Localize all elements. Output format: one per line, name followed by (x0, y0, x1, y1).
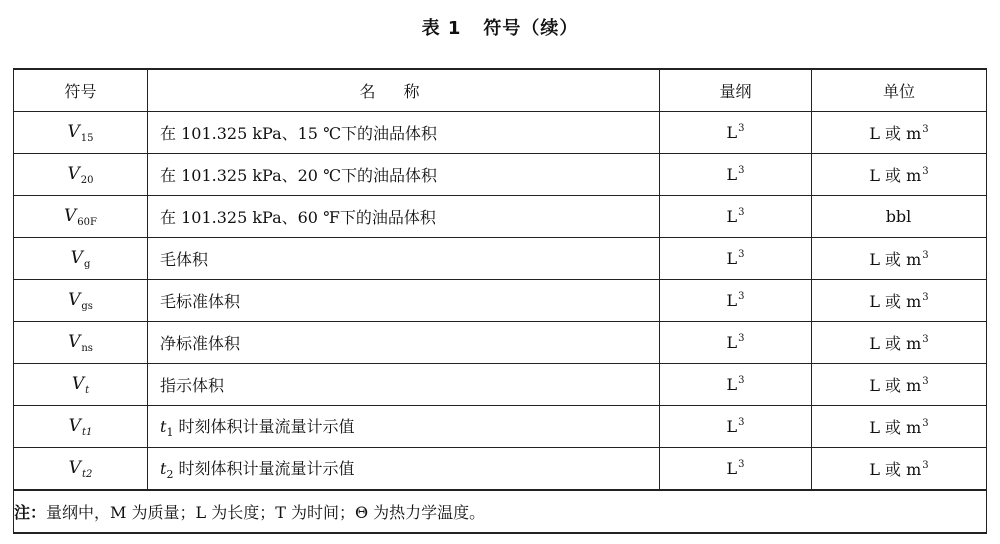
note-row (14, 490, 987, 533)
symbol-cell (14, 364, 148, 406)
table-row (14, 406, 987, 448)
unit-base: L 或 m (869, 124, 922, 143)
symbol-letter: V (68, 415, 81, 436)
symbol-subscript: g (83, 258, 91, 270)
unit-exponent: 3 (922, 460, 929, 471)
quantity-name: 时刻体积计量流量计示值 (178, 459, 355, 478)
symbols-table (13, 68, 987, 534)
dimension-exponent: 3 (738, 417, 745, 428)
quantity-name: 指示体积 (160, 376, 225, 395)
symbol-subscript: t1 (81, 426, 93, 438)
name-cell (148, 154, 660, 196)
unit-base: L 或 m (869, 334, 922, 353)
table-row (14, 154, 987, 196)
name-cell (148, 322, 660, 364)
dimension-cell (660, 112, 812, 154)
dimension-cell (660, 154, 812, 196)
symbol-cell (14, 238, 148, 280)
dimension-exponent: 3 (738, 333, 745, 344)
symbol-letter: V (71, 373, 85, 394)
unit-exponent: 3 (922, 418, 929, 429)
dimension-exponent: 3 (738, 291, 745, 302)
dimension-cell (660, 280, 812, 322)
unit-cell (812, 406, 987, 448)
header-row (14, 69, 987, 112)
quantity-name: 毛体积 (160, 250, 209, 269)
unit-base: L 或 m (869, 292, 922, 311)
dimension-exponent: 3 (738, 207, 745, 218)
unit-exponent: 3 (922, 376, 929, 387)
note-cell (14, 490, 987, 533)
quantity-name: 时刻体积计量流量计示值 (178, 417, 355, 436)
name-cell (148, 238, 660, 280)
symbol-letter: V (67, 121, 80, 142)
name-cell (148, 406, 660, 448)
dimension-exponent: 3 (738, 123, 745, 134)
unit-exponent: 3 (922, 334, 929, 345)
symbol-letter: V (68, 331, 81, 352)
unit-cell (812, 364, 987, 406)
table-row (14, 112, 987, 154)
header-dimension: 量纲 (660, 69, 812, 112)
name-cell (148, 448, 660, 491)
quantity-name: 净标准体积 (160, 334, 241, 353)
dimension-cell (660, 364, 812, 406)
dimension-base: L (726, 207, 738, 226)
dimension-cell (660, 406, 812, 448)
quantity-name: 在 101.325 kPa、20 ℃下的油品体积 (160, 166, 437, 185)
unit-base: L 或 m (869, 460, 922, 479)
unit-cell (812, 280, 987, 322)
unit-base: L 或 m (869, 250, 922, 269)
symbol-subscript: t (85, 384, 90, 396)
dimension-cell (660, 196, 812, 238)
quantity-name: 在 101.325 kPa、60 ℉下的油品体积 (160, 208, 436, 227)
symbol-cell (14, 154, 148, 196)
symbol-cell (14, 322, 148, 364)
dimension-base: L (726, 291, 738, 310)
table-row (14, 364, 987, 406)
unit-base: L 或 m (869, 166, 922, 185)
unit-cell (812, 448, 987, 491)
quantity-name: 在 101.325 kPa、15 ℃下的油品体积 (160, 124, 437, 143)
symbol-cell (14, 112, 148, 154)
table-body (14, 112, 987, 491)
symbol-cell (14, 196, 148, 238)
symbol-subscript: 60F (77, 216, 97, 228)
dimension-exponent: 3 (738, 459, 745, 470)
dimension-base: L (726, 375, 738, 394)
symbol-letter: V (68, 457, 81, 478)
symbol-subscript: 15 (80, 132, 94, 144)
symbol-cell (14, 280, 148, 322)
unit-cell (812, 196, 987, 238)
unit-exponent: 3 (922, 124, 929, 135)
unit-exponent: 3 (922, 166, 929, 177)
table-row (14, 280, 987, 322)
time-variable-subscript: 1 (166, 426, 174, 439)
quantity-name: 毛标准体积 (160, 292, 241, 311)
table-title: 符号（续） (483, 18, 579, 39)
unit-cell (812, 238, 987, 280)
header-unit: 单位 (812, 69, 987, 112)
time-variable: t (160, 459, 167, 478)
unit-exponent: 3 (922, 250, 929, 261)
note-text: 量纲中，M 为质量；L 为长度；T 为时间；Θ 为热力学温度。 (46, 503, 486, 522)
symbol-letter: V (67, 163, 80, 184)
name-cell (148, 280, 660, 322)
dimension-base: L (726, 459, 738, 478)
header-name: 名称 (148, 69, 660, 112)
note-label: 注： (14, 503, 47, 522)
table-number: 表 1 (421, 18, 462, 39)
time-variable: t (160, 417, 167, 436)
dimension-cell (660, 448, 812, 491)
table-caption (0, 14, 1000, 40)
dimension-base: L (726, 333, 738, 352)
symbol-letter: V (64, 205, 77, 226)
table-row (14, 238, 987, 280)
time-variable-subscript: 2 (166, 468, 174, 481)
symbol-subscript: ns (81, 342, 93, 354)
symbol-subscript: gs (81, 300, 93, 312)
dimension-exponent: 3 (738, 249, 745, 260)
dimension-base: L (726, 417, 738, 436)
dimension-base: L (726, 249, 738, 268)
dimension-exponent: 3 (738, 375, 745, 386)
symbol-cell (14, 448, 148, 491)
unit-base: L 或 m (869, 376, 922, 395)
unit-cell (812, 112, 987, 154)
symbol-subscript: 20 (80, 174, 94, 186)
symbol-cell (14, 406, 148, 448)
dimension-base: L (726, 165, 738, 184)
unit-cell (812, 154, 987, 196)
header-symbol: 符号 (14, 69, 148, 112)
unit-exponent: 3 (922, 292, 929, 303)
symbol-letter: V (68, 289, 81, 310)
unit-base: bbl (885, 207, 912, 226)
dimension-base: L (726, 123, 738, 142)
dimension-cell (660, 238, 812, 280)
dimension-exponent: 3 (738, 165, 745, 176)
name-cell (148, 364, 660, 406)
name-cell (148, 196, 660, 238)
table-row (14, 448, 987, 491)
name-cell (148, 112, 660, 154)
table-row (14, 196, 987, 238)
unit-cell (812, 322, 987, 364)
unit-base: L 或 m (869, 418, 922, 437)
dimension-cell (660, 322, 812, 364)
table-row (14, 322, 987, 364)
symbol-letter: V (70, 247, 83, 268)
symbol-subscript: t2 (81, 468, 93, 480)
